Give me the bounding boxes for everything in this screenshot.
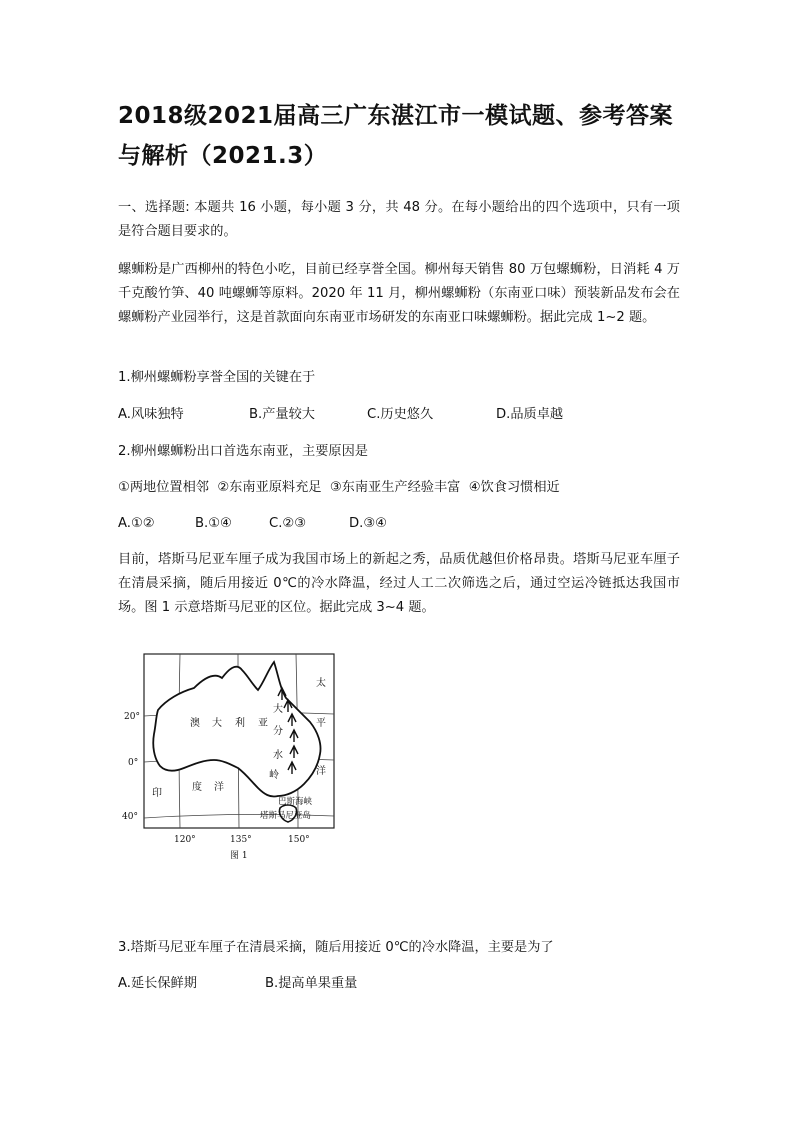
map-mountain-char-4: 岭 bbox=[269, 770, 279, 781]
map-mountain-char-1: 大 bbox=[273, 704, 283, 715]
map-country-char-4: 亚 bbox=[258, 718, 268, 729]
section-intro: 一、选择题: 本题共 16 小题，每小题 3 分，共 48 分。在每小题给出的四个选项中，只有一项是符合题目要求的。 bbox=[118, 200, 680, 239]
australia-map bbox=[118, 648, 340, 868]
q3-option-b: B.提高单果重量 bbox=[265, 976, 358, 991]
map-country-char-2: 大 bbox=[212, 718, 222, 729]
figure-caption: 图 1 bbox=[230, 851, 248, 861]
map-strait-label: 巴斯海峡 bbox=[278, 797, 313, 807]
map-country-char-1: 澳 bbox=[190, 718, 200, 729]
map-mountain-char-2: 分 bbox=[273, 726, 283, 737]
map-pacific-char-3: 洋 bbox=[316, 766, 326, 777]
map-pacific-char-1: 太 bbox=[316, 678, 326, 689]
q2-option-c: C.②③ bbox=[269, 516, 307, 531]
document-title: 2018级2021届高三广东湛江市一模试题、参考答案与解析（2021.3） bbox=[118, 103, 674, 169]
q3-option-a: A.延长保鲜期 bbox=[118, 976, 197, 991]
map-indian-char-3: 洋 bbox=[214, 782, 224, 793]
map-lon-label-135: 135° bbox=[230, 835, 252, 845]
map-lat-label-0: 0° bbox=[128, 758, 139, 768]
question-3-stem: 3.塔斯马尼亚车厘子在清晨采摘，随后用接近 0℃的冷水降温，主要是为了 bbox=[118, 940, 554, 955]
figure-1-map bbox=[118, 648, 340, 868]
q1-option-b: B.产量较大 bbox=[249, 407, 315, 422]
q1-option-c: C.历史悠久 bbox=[367, 407, 434, 422]
map-country-char-3: 利 bbox=[235, 718, 245, 729]
q1-option-a: A.风味独特 bbox=[118, 407, 184, 422]
map-mountain-char-3: 水 bbox=[273, 750, 283, 761]
q1-option-d: D.品质卓越 bbox=[496, 407, 564, 422]
question-2-statements: ①两地位置相邻 ②东南亚原料充足 ③东南亚生产经验丰富 ④饮食习惯相近 bbox=[118, 480, 560, 495]
passage-2: 目前，塔斯马尼亚车厘子成为我国市场上的新起之秀，品质优越但价格昂贵。塔斯马尼亚车厘子在清晨采摘，随后用接近 0℃的冷水降温，经过人工二次筛选之后，通过空运冷链抵达我国市场。图 1 示意塔斯马尼亚的区位。据此完成 3~4 题。 bbox=[118, 552, 680, 615]
map-lon-label-150: 150° bbox=[288, 835, 310, 845]
map-lon-label-120: 120° bbox=[174, 835, 196, 845]
map-indian-char-2: 度 bbox=[192, 782, 202, 793]
q2-option-a: A.①② bbox=[118, 516, 155, 531]
map-island-label: 塔斯马尼亚岛 bbox=[260, 811, 312, 821]
question-2-stem: 2.柳州螺蛳粉出口首选东南亚，主要原因是 bbox=[118, 444, 368, 459]
passage-1: 螺蛳粉是广西柳州的特色小吃，目前已经享誉全国。柳州每天销售 80 万包螺蛳粉，日消耗 4 万千克酸竹笋、40 吨螺蛳等原料。2020 年 11 月，柳州螺蛳粉（东南亚口味）预装新品发布会在螺蛳粉产业园举行，这是首款面向东南亚市场研发的东南亚口味螺蛳粉。据此完成 1~2 题。 bbox=[118, 262, 680, 325]
map-pacific-char-2: 平 bbox=[316, 718, 326, 729]
q2-option-b: B.①④ bbox=[195, 516, 232, 531]
map-lat-label-20: 20° bbox=[124, 712, 140, 722]
q2-option-d: D.③④ bbox=[349, 516, 387, 531]
question-1-stem: 1.柳州螺蛳粉享誉全国的关键在于 bbox=[118, 370, 316, 385]
map-lat-label-40: 40° bbox=[122, 812, 138, 822]
map-indian-char-1: 印 bbox=[152, 788, 162, 799]
